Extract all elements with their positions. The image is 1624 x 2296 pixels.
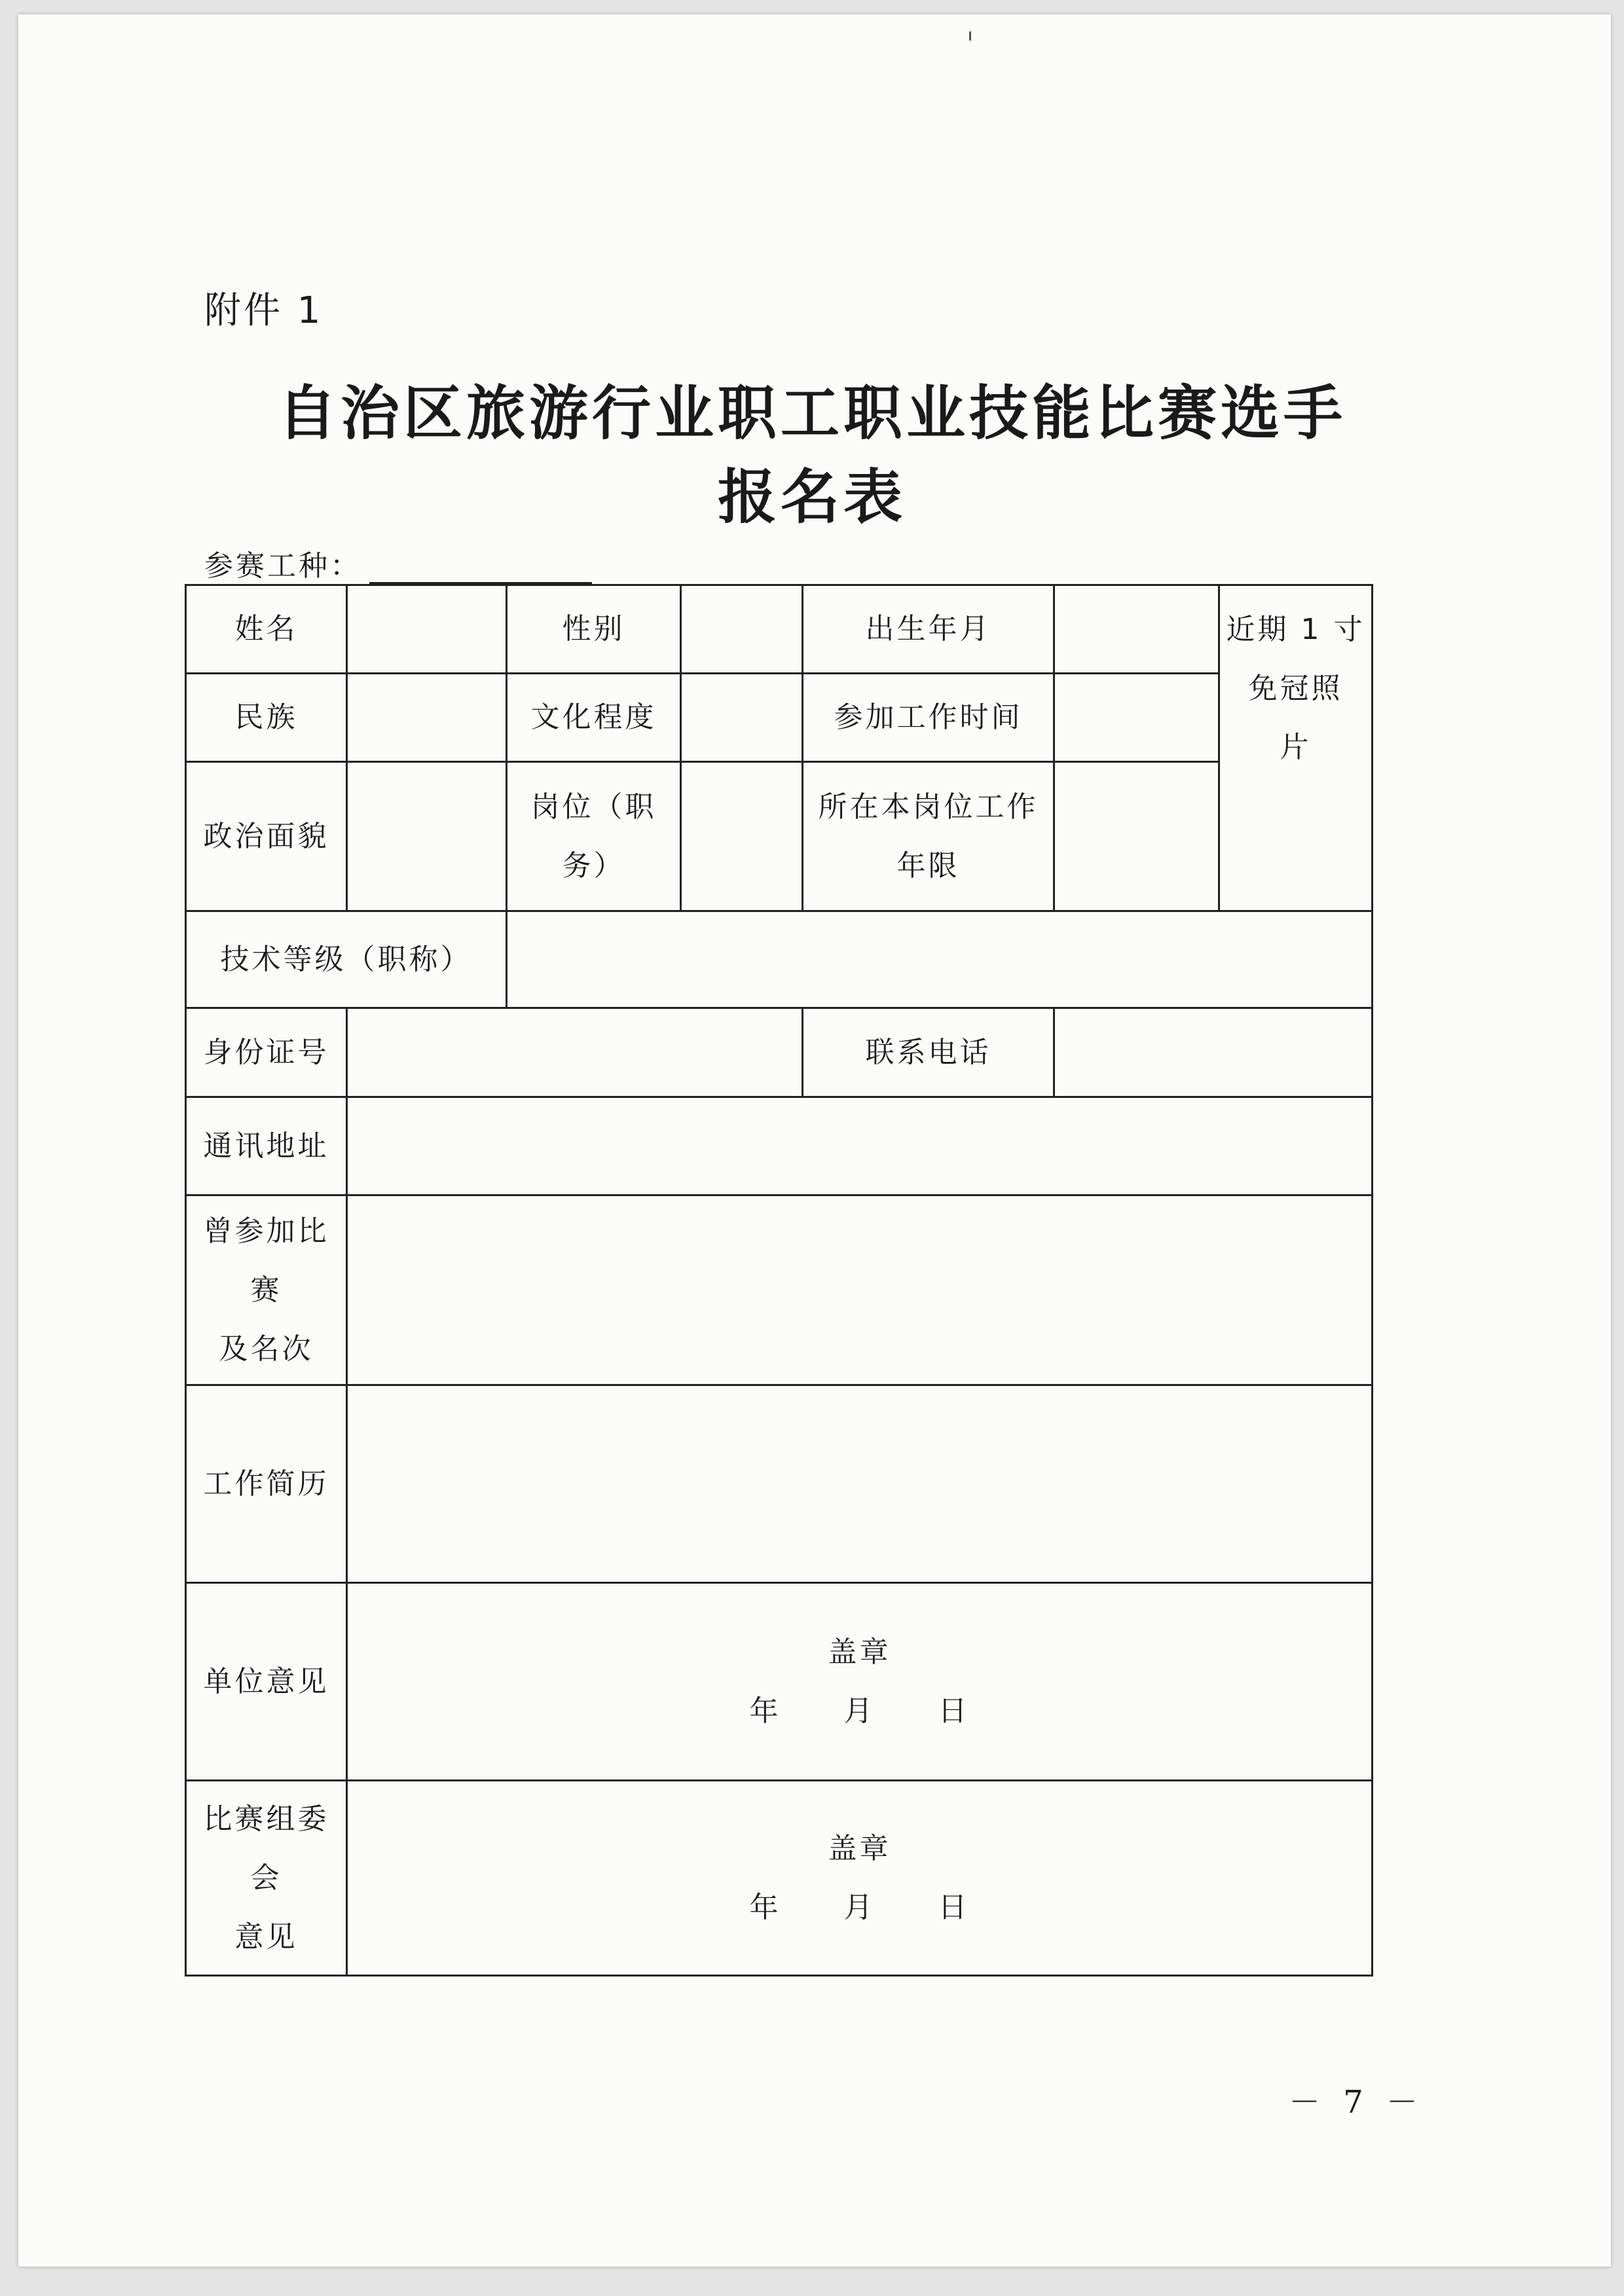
form-title-line-1: 自治区旅游行业职工职业技能比赛选手 (278, 378, 1346, 448)
form-title-line-2: 报名表 (718, 462, 906, 532)
political-status-label: 政治面貌 (186, 762, 347, 911)
previous-competitions-label (186, 1195, 347, 1385)
work-start-cell[interactable] (1054, 674, 1219, 762)
address-cell[interactable] (347, 1097, 1373, 1195)
address-label: 通讯地址 (186, 1097, 347, 1195)
tech-grade-cell[interactable] (507, 911, 1373, 1008)
previous-competitions-cell[interactable] (347, 1195, 1373, 1385)
ethnicity-label: 民族 (186, 674, 347, 762)
unit-seal-text: 盖章 (828, 1635, 891, 1669)
competition-trade-label: 参赛工种： (204, 549, 361, 583)
unit-date-text: 年 月 日 (749, 1694, 970, 1728)
scan-mark (969, 31, 971, 41)
photo-label-line-3: 片 (1280, 731, 1312, 764)
ethnicity-cell[interactable] (347, 674, 507, 762)
photo-label-line-2: 免冠照 (1248, 672, 1343, 705)
post-years-label-line-2: 年限 (896, 848, 960, 883)
post-label (507, 762, 681, 911)
education-label: 文化程度 (507, 674, 681, 762)
committee-opinion-label (186, 1781, 347, 1976)
unit-opinion-label: 单位意见 (186, 1583, 347, 1781)
committee-opinion-label-line-2: 意见 (234, 1920, 298, 1954)
committee-date-text: 年 月 日 (749, 1890, 970, 1924)
gender-cell[interactable] (681, 585, 803, 674)
post-label-line-2: 务） (562, 848, 625, 883)
unit-opinion-cell[interactable] (347, 1583, 1373, 1781)
registration-form-table (185, 584, 1373, 1977)
post-years-label-line-1: 所在本岗位工作 (818, 790, 1039, 824)
previous-competitions-label-line-1: 曾参加比赛 (203, 1214, 329, 1307)
committee-seal-text: 盖章 (828, 1831, 891, 1865)
phone-cell[interactable] (1054, 1008, 1373, 1097)
id-number-cell[interactable] (347, 1008, 803, 1097)
page-number: － 7 － (1289, 2084, 1425, 2121)
committee-opinion-cell[interactable] (347, 1781, 1373, 1976)
phone-label: 联系电话 (803, 1008, 1054, 1097)
work-resume-cell[interactable] (347, 1385, 1373, 1583)
political-status-cell[interactable] (347, 762, 507, 911)
post-years-cell[interactable] (1054, 762, 1219, 911)
birth-cell[interactable] (1054, 585, 1219, 674)
photo-label-line-1: 近期 1 寸 (1226, 613, 1365, 646)
competition-trade-blank[interactable] (369, 556, 592, 584)
work-resume-label: 工作简历 (186, 1385, 347, 1583)
name-cell[interactable] (347, 585, 507, 674)
education-cell[interactable] (681, 674, 803, 762)
gender-label: 性别 (507, 585, 681, 674)
post-label-line-1: 岗位（职 (530, 790, 657, 824)
post-years-label (803, 762, 1054, 911)
work-start-label: 参加工作时间 (803, 674, 1054, 762)
birth-label: 出生年月 (803, 585, 1054, 674)
previous-competitions-label-line-2: 及名次 (219, 1332, 314, 1366)
committee-opinion-label-line-1: 比赛组委会 (203, 1802, 329, 1895)
photo-box[interactable] (1219, 585, 1373, 911)
id-number-label: 身份证号 (186, 1008, 347, 1097)
attachment-label: 附件 1 (204, 289, 323, 332)
name-label: 姓名 (186, 585, 347, 674)
post-cell[interactable] (681, 762, 803, 911)
competition-trade-field (204, 542, 592, 584)
tech-grade-label: 技术等级（职称） (186, 911, 507, 1008)
